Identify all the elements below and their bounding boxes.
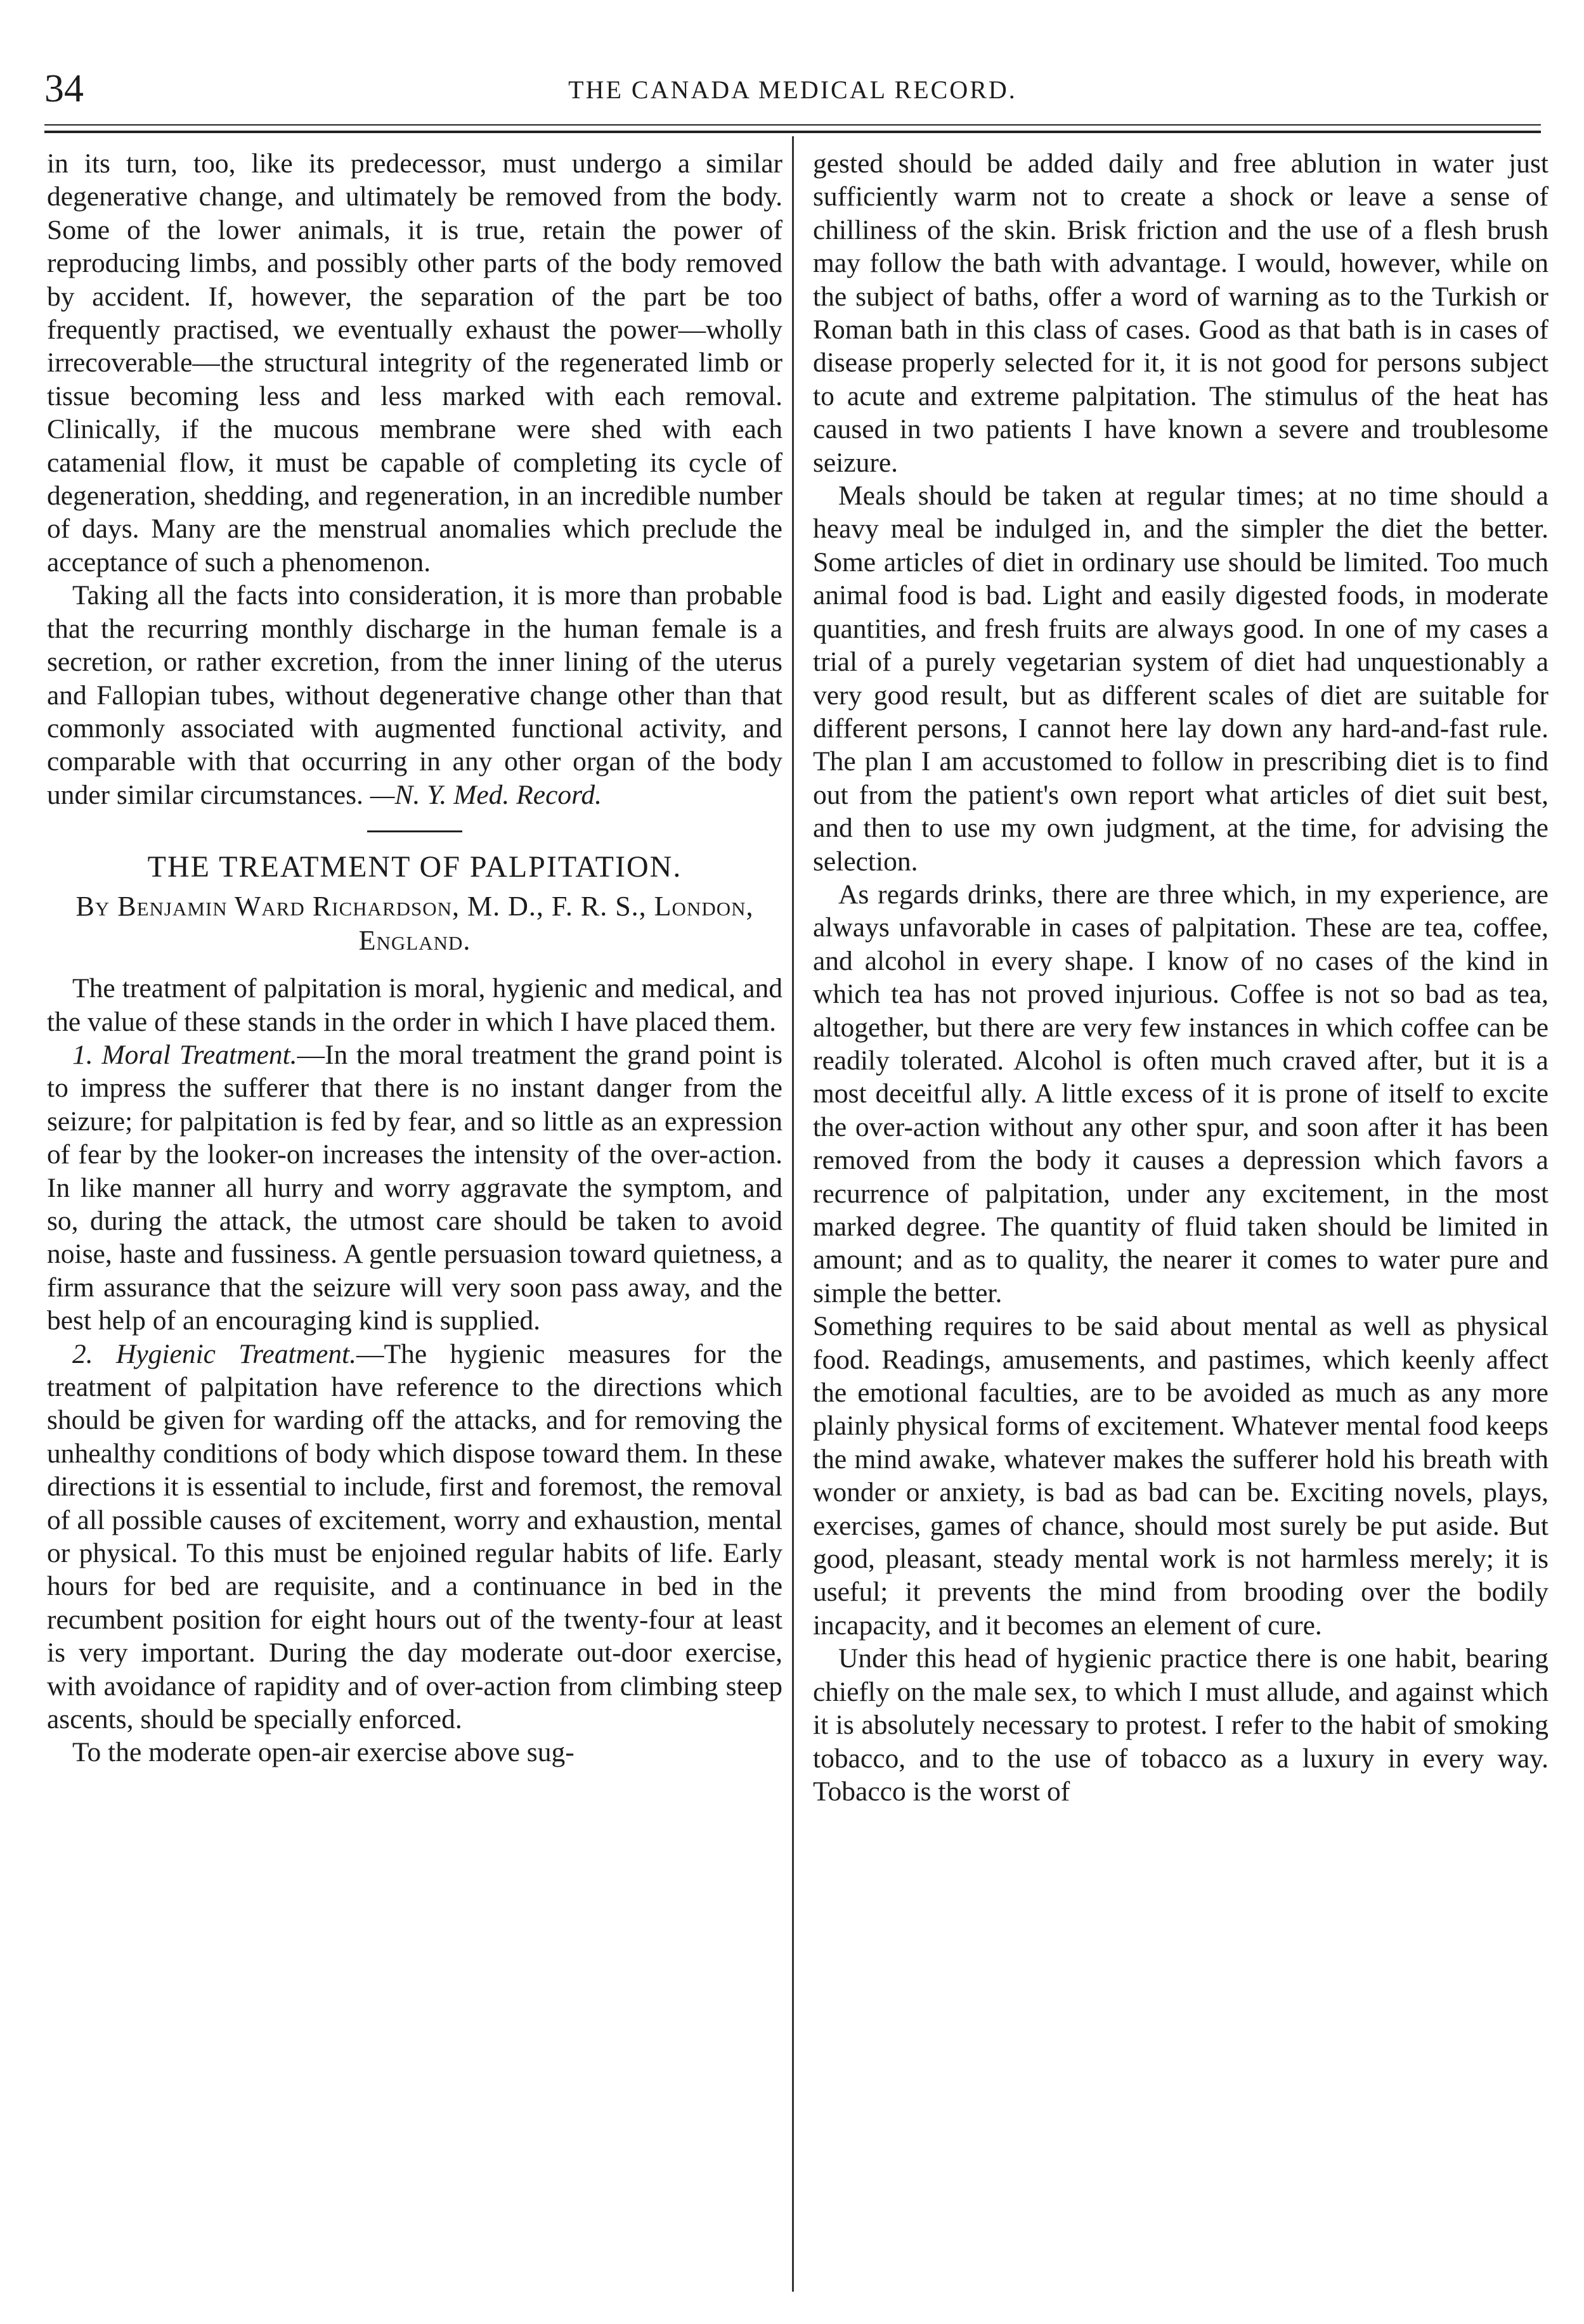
paragraph-continuation: in its turn, too, like its predecessor, must undergo a similar degenerative change, and ultimately be removed from the body. Some of the lower animals, it is true, retain the power of reproducing limbs, and possibly other parts of the body removed by accident. If, however, the separation of the part be too frequently practised, we eventually exhaust the power—wholly irrecoverable—the structural integrity of the regenerated limb or tissue becoming less and less marked with each removal. Clinically, if the mucous membrane were shed with each catamenial flow, it must be capable of completing its cycle of degeneration, shedding, and regeneration, in an incredible number of days. Many are the menstrual anomalies which preclude the acceptance of such a phenomenon. (47, 148, 782, 578)
right-column (813, 147, 1548, 1808)
left-column (47, 147, 782, 1769)
hygienic-treatment-text: —The hygienic measures for the treatment of palpitation have reference to the directions which should be given for warding off the attacks, and for removing the unhealthy conditions of body which dispose toward them. In these directions it is essential to include, first and foremost, the removal of all possible causes of excitement, worry and exhaustion, mental or physical. To this must be enjoined regular habits of life. Early hours for bed are requisite, and a continuance in bed in the recumbent position for eight hours out of the twenty-four at least is very important. During the day moderate out-door exercise, with avoidance of rapidity and of over-action from climbing steep ascents, should be specially enforced. (47, 1338, 782, 1735)
running-title: THE CANADA MEDICAL RECORD. (568, 75, 1017, 104)
paragraph-mental-food: Something requires to be said about mental as well as physical food. Readings, amusements, and pastimes, which keenly affect the emotional faculties, are to be avoided as much as any more plainly physical forms of excitement. Whatever mental food keeps the mind awake, whatever makes the sufferer hold his breath with wonder or anxiety, is bad as bad can be. Exciting novels, plays, exercises, games of chance, should most surely be put aside. But good, pleasant, steady mental work is not harmless merely; it is useful; it prevents the mind from brooding over the bodily incapacity, and it becomes an element of cure. (813, 1311, 1548, 1641)
page-header (44, 63, 1541, 120)
paragraph-exercise: To the moderate open-air exercise above sug- (72, 1737, 575, 1768)
paragraph-moral-treatment (47, 1038, 782, 1338)
article-byline: By Benjamin Ward Richardson, M. D., F. R. S., London, England. (75, 891, 754, 957)
conclusion-text: Taking all the facts into consideration, it is more than probable that the recurring monthly discharge in the human female is a secretion, or rather excretion, from the inner lining of the uterus and Fallopian tubes, without degenerative change other than that commonly associated with augmented functional activity, and comparable with that occurring in any other organ of the body under similar circumstances. (47, 580, 782, 810)
section-separator-rule (367, 830, 462, 832)
paragraph-hygienic-treatment (47, 1338, 782, 1736)
paragraph-drinks: As regards drinks, there are three which, in my experience, are always unfavorable in cases of palpitation. These are tea, coffee, and alcohol in every shape. I know of no cases of the kind in which tea has not proved injurious. Coffee is not so bad as tea, altogether, but there are very few instances in which coffee can be readily tolerated. Alcohol is often much craved after, but it is a most deceitful ally. A little excess of it is prone of itself to excite the over-action without any other spur, and soon after it has been removed from the body it causes a depression which favors a recurrence of palpitation, under any excitement, in the most marked degree. The quantity of fluid taken should be limited in amount; and as to quality, the nearer it comes to water pure and simple the better. (813, 879, 1548, 1308)
paragraph-bath: gested should be added daily and free ablution in water just sufficiently warm not to create a shock or leave a sense of chilliness of the skin. Brisk friction and the use of a flesh brush may follow the bath with advantage. I would, however, while on the subject of baths, offer a word of warning as to the Turkish or Roman bath in this class of cases. Good as that bath is in cases of disease properly selected for it, it is not good for persons subject to acute and extreme palpitation. The stimulus of the heat has caused in two patients I have known a severe and troublesome seizure. (813, 148, 1548, 478)
paragraph-tobacco: Under this head of hygienic practice there is one habit, bearing chiefly on the male sex, to which I must allude, and against which it is absolutely necessary to protest. I refer to the habit of smoking tobacco, and to the use of tobacco as a luxury in every way. Tobacco is the worst of (813, 1643, 1548, 1807)
paragraph-intro: The treatment of palpitation is moral, hygienic and medical, and the value of these stands in the order in which I have placed them. (47, 973, 782, 1037)
paragraph-conclusion (47, 579, 782, 811)
paragraph-meals: Meals should be taken at regular times; at no time should a heavy meal be indulged in, and the simpler the diet the better. Some articles of diet in ordinary use should be limited. Too much animal food is bad. Light and easily digested foods, in moderate quantities, and fresh fruits are always good. In one of my cases a trial of a purely vegetarian system of diet had unquestionably a very good result, but as different scales of diet are suitable for different persons, I cannot here lay down any hard-and-fast rule. The plan I am accustomed to follow in prescribing diet is to find out from the patient's own report what articles of diet suit best, and then to use my own judgment, at the time, for advising the selection. (813, 481, 1548, 877)
article-title: THE TREATMENT OF PALPITATION. (147, 850, 682, 884)
hygienic-treatment-heading: 2. Hygienic Treatment. (72, 1338, 356, 1369)
source-citation: —N. Y. Med. Record. (370, 779, 602, 810)
moral-treatment-text: —In the moral treatment the grand point is to impress the sufferer that there is no instant danger from the seizure; for palpitation is fed by fear, and so little as an expression of fear by the looker-on increases the intensity of the over-action. In like manner all hurry and worry aggravate the symptom, and so, during the attack, the utmost care should be taken to avoid noise, haste and fussiness. A gentle persuasion toward quietness, a firm assurance that the seizure will very soon pass away, and the best help of an encouraging kind is supplied. (47, 1039, 783, 1336)
column-divider (792, 136, 794, 2292)
page-number: 34 (44, 67, 84, 110)
header-double-rule (44, 124, 1541, 133)
moral-treatment-heading: 1. Moral Treatment. (72, 1039, 297, 1070)
